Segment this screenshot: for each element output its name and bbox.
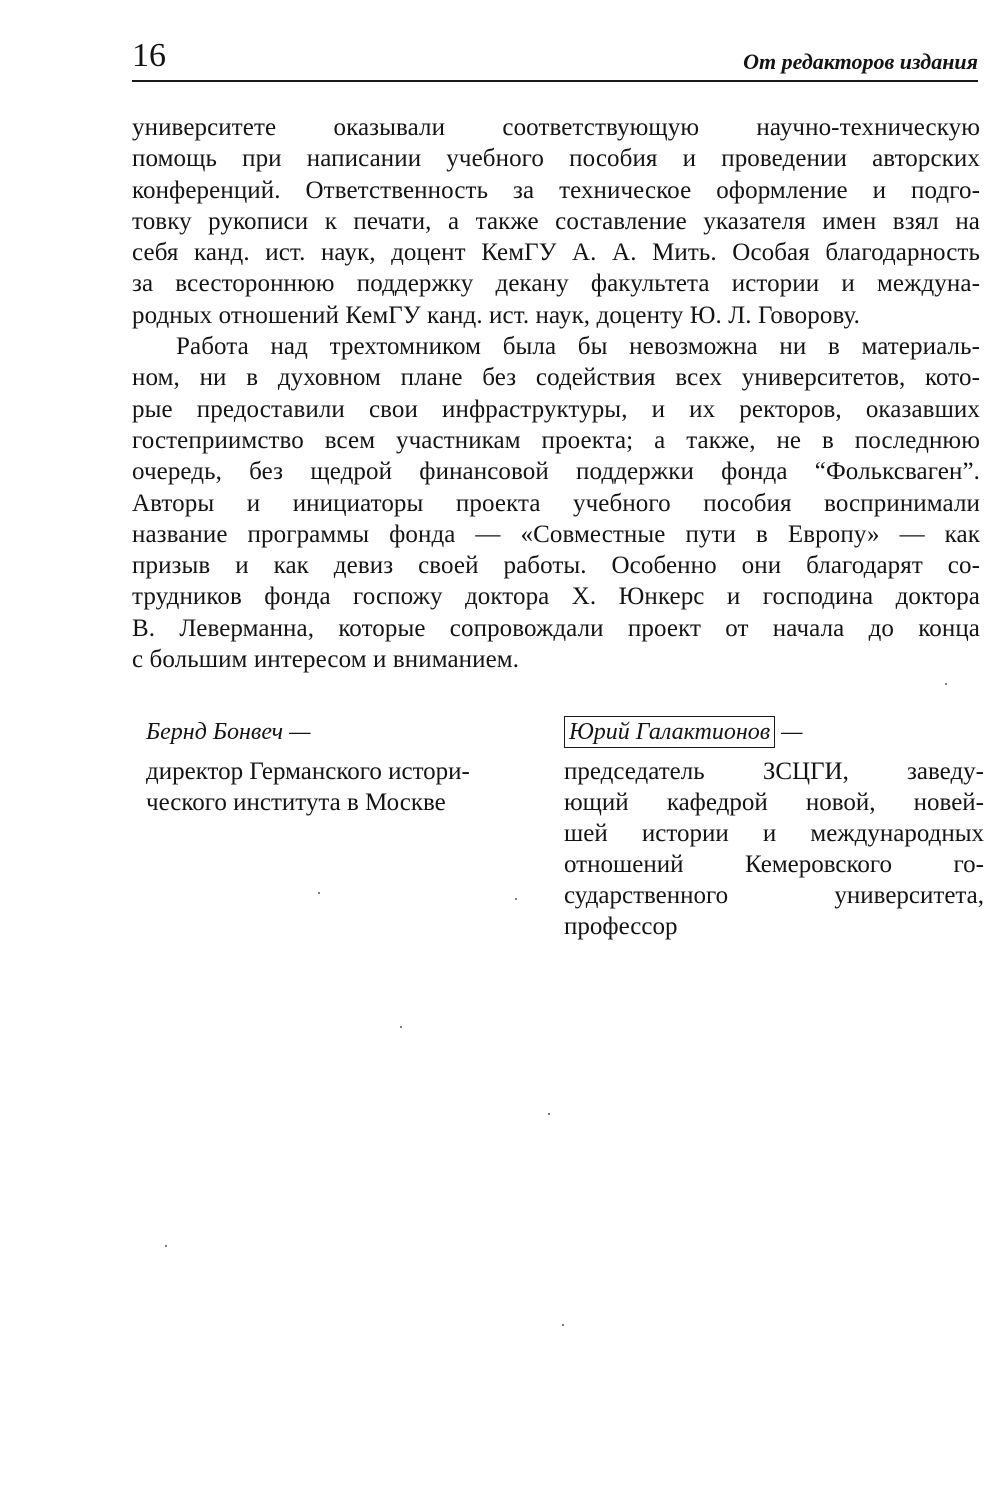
text-line: родных отношений КемГУ канд. ист. наук, доценту Ю. Л. Говорову. bbox=[132, 301, 860, 329]
role-line: профессор bbox=[564, 913, 678, 940]
text-line: себя канд. ист. наук, доцент КемГУ А. А. Мить. Особая благодарность bbox=[132, 239, 980, 267]
signature-role bbox=[564, 756, 984, 942]
scan-speck bbox=[562, 1324, 564, 1326]
role-line: председатель ЗСЦГИ, заведу- bbox=[564, 758, 984, 785]
text-line: конференций. Ответственность за техническое оформление и подго- bbox=[132, 176, 980, 204]
role-line: ческого института в Москве bbox=[146, 789, 446, 816]
signatures bbox=[146, 716, 984, 976]
text-line: университете оказывали соответствующую научно-техническую bbox=[132, 114, 980, 141]
scan-speck bbox=[318, 892, 320, 894]
text-line: название программы фонда — «Совместные пути в Европу» — как bbox=[132, 520, 980, 548]
role-line: отношений Кемеровского го- bbox=[564, 851, 984, 878]
signature-left bbox=[146, 716, 536, 818]
signature-role bbox=[146, 756, 536, 818]
page-header bbox=[132, 34, 978, 82]
signature-name: Бернд Бонвеч — bbox=[146, 719, 311, 745]
text-line: трудников фонда госпожу доктора Х. Юнкерс и господина доктора bbox=[132, 583, 980, 611]
text-line: призыв и как девиз своей работы. Особенно они благодарят со- bbox=[132, 552, 980, 580]
running-title: От редакторов издания bbox=[743, 49, 978, 74]
signature-name: Юрий Галактионов bbox=[564, 716, 775, 748]
body-text bbox=[132, 112, 980, 675]
signature-name-row bbox=[564, 716, 984, 748]
scan-speck bbox=[548, 1113, 550, 1115]
text-line: В. Леверманна, которые сопровождали проект от начала до конца bbox=[132, 614, 980, 642]
text-line: товку рукописи к печати, а также составление указателя имен взял на bbox=[132, 207, 980, 235]
text-line: рые предоставили свои инфраструктуры, и их ректоров, оказавших bbox=[132, 395, 980, 423]
text-line: ном, ни в духовном плане без содействия всех университетов, кото- bbox=[132, 364, 980, 392]
text-line: Работа над трехтомником была бы невозможна ни в материаль- bbox=[176, 333, 980, 361]
signature-right bbox=[564, 716, 984, 942]
page-number: 16 bbox=[132, 37, 166, 74]
text-line: с большим интересом и вниманием. bbox=[132, 646, 520, 674]
text-line: очередь, без щедрой финансовой поддержки фонда “Фольксваген”. bbox=[132, 458, 980, 486]
text-line: за всестороннюю поддержку декану факультета истории и междуна- bbox=[132, 270, 980, 298]
role-line: шей истории и международных bbox=[564, 820, 984, 847]
signature-dash: — bbox=[775, 719, 803, 745]
role-line: ющий кафедрой новой, новей- bbox=[564, 789, 984, 816]
paragraph-2 bbox=[132, 331, 980, 675]
scan-speck bbox=[515, 898, 517, 900]
text-line: Авторы и инициаторы проекта учебного пособия воспринимали bbox=[132, 489, 980, 517]
paragraph-1 bbox=[132, 112, 980, 331]
role-line: сударственного университета, bbox=[564, 882, 984, 909]
scan-speck bbox=[945, 683, 947, 685]
text-line: помощь при написании учебного пособия и проведении авторских bbox=[132, 145, 980, 173]
role-line: директор Германского истори- bbox=[146, 758, 470, 785]
scan-speck bbox=[165, 1245, 167, 1247]
text-line: гостеприимство всем участникам проекта; а также, не в последнюю bbox=[132, 426, 980, 454]
scan-speck bbox=[400, 1026, 402, 1028]
